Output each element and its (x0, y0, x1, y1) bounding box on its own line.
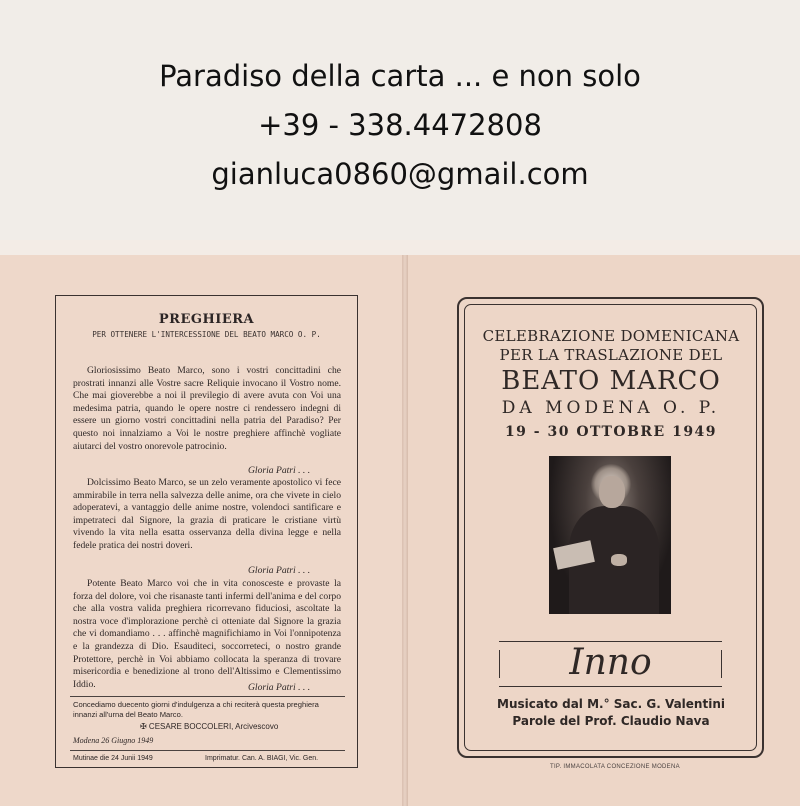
gloria-patri-2: Gloria Patri . . . (248, 565, 311, 576)
cover-line-celebrazione: CELEBRAZIONE DOMENICANA (482, 327, 740, 345)
footer-mutinae: Mutinae die 24 Junii 1949 (73, 755, 153, 762)
cover-dates: 19 - 30 OTTOBRE 1949 (504, 424, 718, 440)
prayer-paragraph-1: Gloriosissimo Beato Marco, sono i vostri concittadini che prostrati innanzi alle Vostre sacre Reliquie invocano il Vostro nome. Che mai gioverebbe a noi il previlegio di avere avuta con Voi una medesima patria, quando le opere nostre ci rendessero indegni di essere un giorno vostri concittadini nella patria del Paradiso? Per questo noi innalziamo a Voi le nostre preghiere affinchè vogliate aiutarci del vostro onorevole patrocinio. (73, 365, 341, 452)
prayer-subtitle: PER OTTENERE L'INTERCESSIONE DEL BEATO MARCO O. P. (92, 330, 321, 339)
divider (70, 696, 345, 697)
head-shape (599, 476, 625, 508)
prayer-paragraph-2: Dolcissimo Beato Marco, se un zelo veramente apostolico vi fece ammirabile in terra nella salvezza delle anime, ora che vivete in cielo adoperatevi, a vantaggio delle anime nostre, volendoci santificare e impetrateci dal Signore, la grazia di praticare le cristiane virtù vivendo la vita nella esatta osservanza della divina legge e nella fedele pratica dei nostri doveri. (73, 477, 341, 551)
lyrics-credit: Parole del Prof. Claudio Nava (512, 714, 710, 728)
gloria-patri-1: Gloria Patri . . . (248, 465, 311, 476)
watermark-email: gianluca0860@gmail.com (211, 157, 589, 191)
watermark-phone: +39 - 338.4472808 (258, 108, 542, 142)
hand-shape (611, 554, 627, 566)
prayer-date: Modena 26 Giugno 1949 (73, 736, 154, 745)
hymn-title: Inno (569, 642, 652, 683)
cover-line-da-modena: DA MODENA O. P. (501, 398, 721, 418)
cover-line-traslazione: PER LA TRASLAZIONE DEL (499, 346, 723, 364)
watermark-contact (0, 52, 800, 199)
printer-footer: TIP. IMMACOLATA CONCEZIONE MODENA (550, 764, 680, 770)
gloria-patri-3: Gloria Patri . . . (248, 682, 311, 693)
divider (70, 750, 345, 751)
cover-title-beato-marco: BEATO MARCO (501, 366, 721, 396)
music-credit: Musicato dal M.° Sac. G. Valentini (497, 697, 725, 711)
saint-portrait-image (549, 456, 671, 614)
prayer-title: PREGHIERA (158, 312, 255, 327)
indulgence-note: Concediamo duecento giorni d'indulgenza a chi reciterà questa preghiera innanzi all'urna del Beato Marco. (73, 700, 319, 719)
archbishop-signature: ✠ CESARE BOCCOLERI, Arcivescovo (140, 722, 279, 731)
watermark-shop-name: Paradiso della carta ... e non solo (159, 59, 641, 93)
prayer-paragraph-3: Potente Beato Marco voi che in vita conosceste e provaste la forza del dolore, voi che risanaste tanti infermi dell'anima e del corpo che alla vostra valida preghiera ricorrevano fiduciosi, ascoltate la nostra voce d'implorazione perchè ci otteniate dal Signore la grazia che vi domandiamo . . . affinchè magnifichiamo in Voi l'onnipotenza e la grandezza di Dio. Esauditeci, soccorreteci, o nostro grande Protettore, perchè in Voi abbiamo collocata la speranza di trovare misericordia e benedizione al trono dell'Altissimo e Clementissimo Iddio. (73, 578, 341, 690)
footer-imprimatur: Imprimatur. Can. A. BIAGI, Vic. Gen. (205, 755, 319, 762)
